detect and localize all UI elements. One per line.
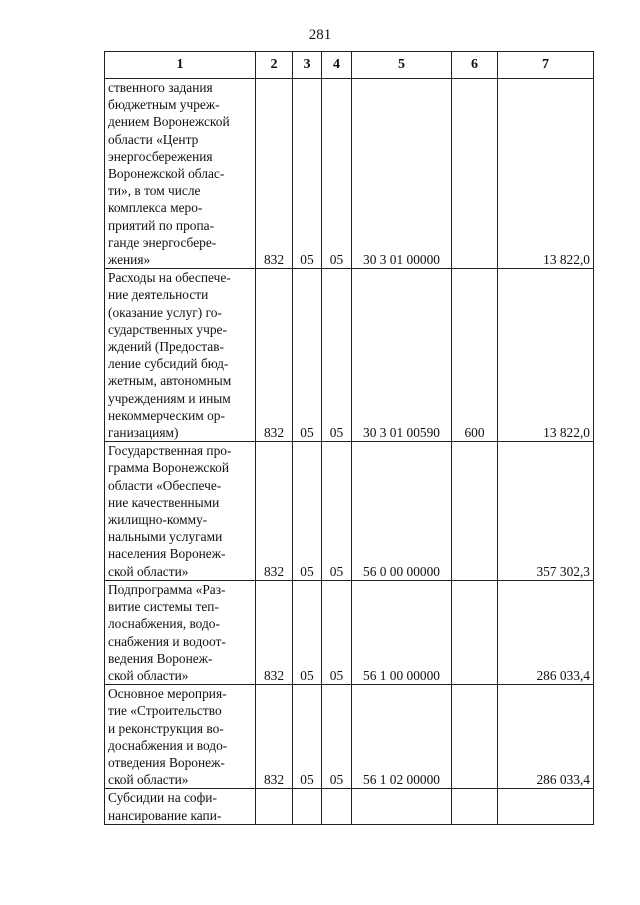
table-row <box>105 79 594 269</box>
description-line: приятий по пропа- <box>108 217 215 233</box>
col-header-4: 4 <box>322 52 352 79</box>
description-line: области «Обеспече- <box>108 477 222 493</box>
description-line: жения» <box>108 252 151 268</box>
description-line: ственного задания <box>108 80 213 95</box>
description-line: жилищно-комму- <box>108 512 208 528</box>
col-header-7: 7 <box>498 52 594 79</box>
amount: 286 033,4 <box>498 580 594 684</box>
description-line: Основное мероприя- <box>108 686 227 702</box>
section-code: 05 <box>293 79 322 269</box>
description-line: ние деятельности <box>108 287 209 303</box>
amount: 286 033,4 <box>498 685 594 789</box>
expense-type-code <box>452 442 498 581</box>
description-line: Расходы на обеспече- <box>108 270 231 286</box>
subsection-code: 05 <box>322 269 352 442</box>
grbs-code <box>256 789 293 824</box>
expense-type-code <box>452 685 498 789</box>
row-description <box>105 269 256 442</box>
section-code: 05 <box>293 269 322 442</box>
row-description <box>105 442 256 581</box>
section-code <box>293 789 322 824</box>
table-row <box>105 269 594 442</box>
description-line: ганизациям) <box>108 425 179 441</box>
row-description <box>105 789 256 824</box>
subsection-code: 05 <box>322 442 352 581</box>
description-line: и реконструкция во- <box>108 720 224 736</box>
description-line: доснабжения и водо- <box>108 737 228 753</box>
description-line: тие «Строительство <box>108 703 222 719</box>
section-code: 05 <box>293 580 322 684</box>
description-line: (оказание услуг) го- <box>108 304 222 320</box>
subsection-code: 05 <box>322 79 352 269</box>
header-row <box>105 52 594 79</box>
expense-type-code: 600 <box>452 269 498 442</box>
description-line: сударственных учре- <box>108 321 227 337</box>
target-article-code: 56 1 00 00000 <box>352 580 452 684</box>
description-line: области «Центр <box>108 131 199 147</box>
description-line: ти», в том числе <box>108 183 201 199</box>
section-code: 05 <box>293 685 322 789</box>
col-header-3: 3 <box>293 52 322 79</box>
description-line: витие системы теп- <box>108 599 219 615</box>
target-article-code: 30 3 01 00590 <box>352 269 452 442</box>
amount <box>498 789 594 824</box>
target-article-code: 30 3 01 00000 <box>352 79 452 269</box>
description-line: ской области» <box>108 563 189 579</box>
description-line: ской области» <box>108 772 189 788</box>
description-line: комплекса меро- <box>108 200 203 216</box>
target-article-code: 56 0 00 00000 <box>352 442 452 581</box>
col-header-5: 5 <box>352 52 452 79</box>
table-row <box>105 442 594 581</box>
row-description <box>105 79 256 269</box>
subsection-code <box>322 789 352 824</box>
description-line: дением Воронежской <box>108 114 230 130</box>
col-header-6: 6 <box>452 52 498 79</box>
description-line: нансирование капи- <box>108 807 222 823</box>
table-row <box>105 685 594 789</box>
description-line: учреждениям и иным <box>108 390 231 406</box>
section-code: 05 <box>293 442 322 581</box>
description-line: Государственная про- <box>108 443 232 459</box>
description-line: ление субсидий бюд- <box>108 356 229 372</box>
grbs-code: 832 <box>256 685 293 789</box>
row-description <box>105 685 256 789</box>
description-line: бюджетным учреж- <box>108 97 220 113</box>
description-line: ской области» <box>108 667 189 683</box>
grbs-code: 832 <box>256 442 293 581</box>
amount: 357 302,3 <box>498 442 594 581</box>
description-line: отведения Воронеж- <box>108 754 225 770</box>
description-line: населения Воронеж- <box>108 546 226 562</box>
expense-type-code <box>452 789 498 824</box>
description-line: нальными услугами <box>108 529 223 545</box>
description-line: Подпрограмма «Раз- <box>108 581 226 597</box>
description-line: лоснабжения, водо- <box>108 616 220 632</box>
expense-type-code <box>452 79 498 269</box>
description-line: грамма Воронежской <box>108 460 230 476</box>
description-line: жетным, автономным <box>108 373 232 389</box>
description-line: ведения Воронеж- <box>108 650 213 666</box>
description-line: Воронежской облас- <box>108 166 225 182</box>
expense-type-code <box>452 580 498 684</box>
target-article-code: 56 1 02 00000 <box>352 685 452 789</box>
amount: 13 822,0 <box>498 269 594 442</box>
grbs-code: 832 <box>256 269 293 442</box>
description-line: некоммерческим ор- <box>108 407 225 423</box>
grbs-code: 832 <box>256 580 293 684</box>
target-article-code <box>352 789 452 824</box>
table-row <box>105 580 594 684</box>
amount: 13 822,0 <box>498 79 594 269</box>
table-row <box>105 789 594 824</box>
description-line: ждений (Предостав- <box>108 339 224 355</box>
description-line: энергосбережения <box>108 148 213 164</box>
description-line: ние качественными <box>108 494 220 510</box>
subsection-code: 05 <box>322 685 352 789</box>
description-line: снабжения и водоот- <box>108 633 226 649</box>
row-description <box>105 580 256 684</box>
description-line: ганде энергосбере- <box>108 234 217 250</box>
col-header-2: 2 <box>256 52 293 79</box>
col-header-1: 1 <box>105 52 256 79</box>
grbs-code: 832 <box>256 79 293 269</box>
page-number: 281 <box>308 27 332 43</box>
subsection-code: 05 <box>322 580 352 684</box>
budget-table <box>104 51 594 825</box>
description-line: Субсидии на софи- <box>108 790 217 806</box>
